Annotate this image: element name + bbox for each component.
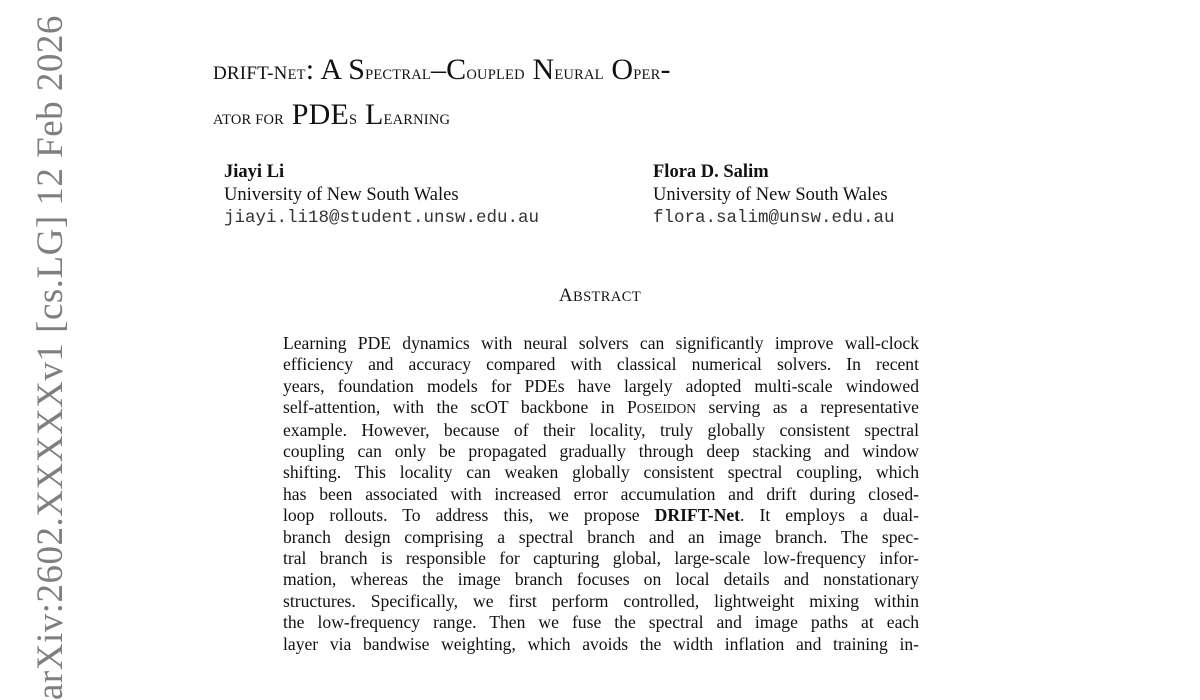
abstract-line: mation, whereas the image branch focuses on local details and nonstationary — [283, 569, 919, 590]
abstract-line: has been associated with increased error accumulation and drift during closed- — [283, 483, 919, 504]
author-email[interactable]: jiayi.li18@student.unsw.edu.au — [224, 208, 540, 228]
author-name: Flora D. Salim — [653, 162, 769, 182]
abstract-line: loop rollouts. To address this, we propose DRIFT-Net. It employs a dual- — [283, 505, 919, 526]
model-name: DRIFT-Net — [654, 505, 741, 526]
abstract-line: the low-frequency range. Then we fuse the spectral and image paths at each — [283, 612, 919, 633]
author-email[interactable]: flora.salim@unsw.edu.au — [653, 208, 895, 228]
title-line-1: DRIFT-NET: A SPECTRAL–COUPLED NEURAL OPER- — [213, 53, 671, 86]
abstract-line: shifting. This locality can weaken globally consistent spectral coupling, which — [283, 462, 919, 483]
author-affiliation: University of New South Wales — [653, 185, 888, 205]
abstract-line: layer via bandwise weighting, which avoids the width inflation and training in- — [283, 633, 919, 654]
author-block-1 — [224, 161, 539, 230]
author-block-2 — [653, 161, 895, 230]
title-line-2: ATOR FOR PDES LEARNING — [213, 98, 451, 131]
abstract-line: example. However, because of their locality, truly globally consistent spectral — [283, 419, 919, 440]
abstract-line: years, foundation models for PDEs have largely adopted multi-scale windowed — [283, 375, 919, 396]
abstract-line: branch design comprising a spectral branch and an image branch. The spec- — [283, 526, 919, 547]
abstract-line: efficiency and accuracy compared with classical numerical solvers. In recent — [283, 354, 919, 375]
author-affiliation: University of New South Wales — [224, 185, 459, 205]
abstract-heading: ABSTRACT — [558, 285, 642, 306]
abstract-line: tral branch is responsible for capturing global, large-scale low-frequency infor- — [283, 548, 919, 569]
author-name: Jiayi Li — [224, 162, 285, 182]
abstract-line: coupling can only be propagated gradually through deep stacking and window — [283, 441, 919, 462]
abstract-line: structures. Specifically, we first perform controlled, lightweight mixing within — [283, 590, 919, 611]
arxiv-stamp: arXiv:2602.XXXXXv1 [cs.LG] 12 Feb 2026 — [30, 15, 71, 700]
abstract-line: Learning PDE dynamics with neural solvers can significantly improve wall-clock — [283, 333, 919, 353]
paper-title — [213, 50, 1013, 140]
abstract-line: self-attention, with the scOT backbone in POSEIDON serving as a representative — [283, 397, 919, 418]
abstract-body — [283, 333, 919, 655]
